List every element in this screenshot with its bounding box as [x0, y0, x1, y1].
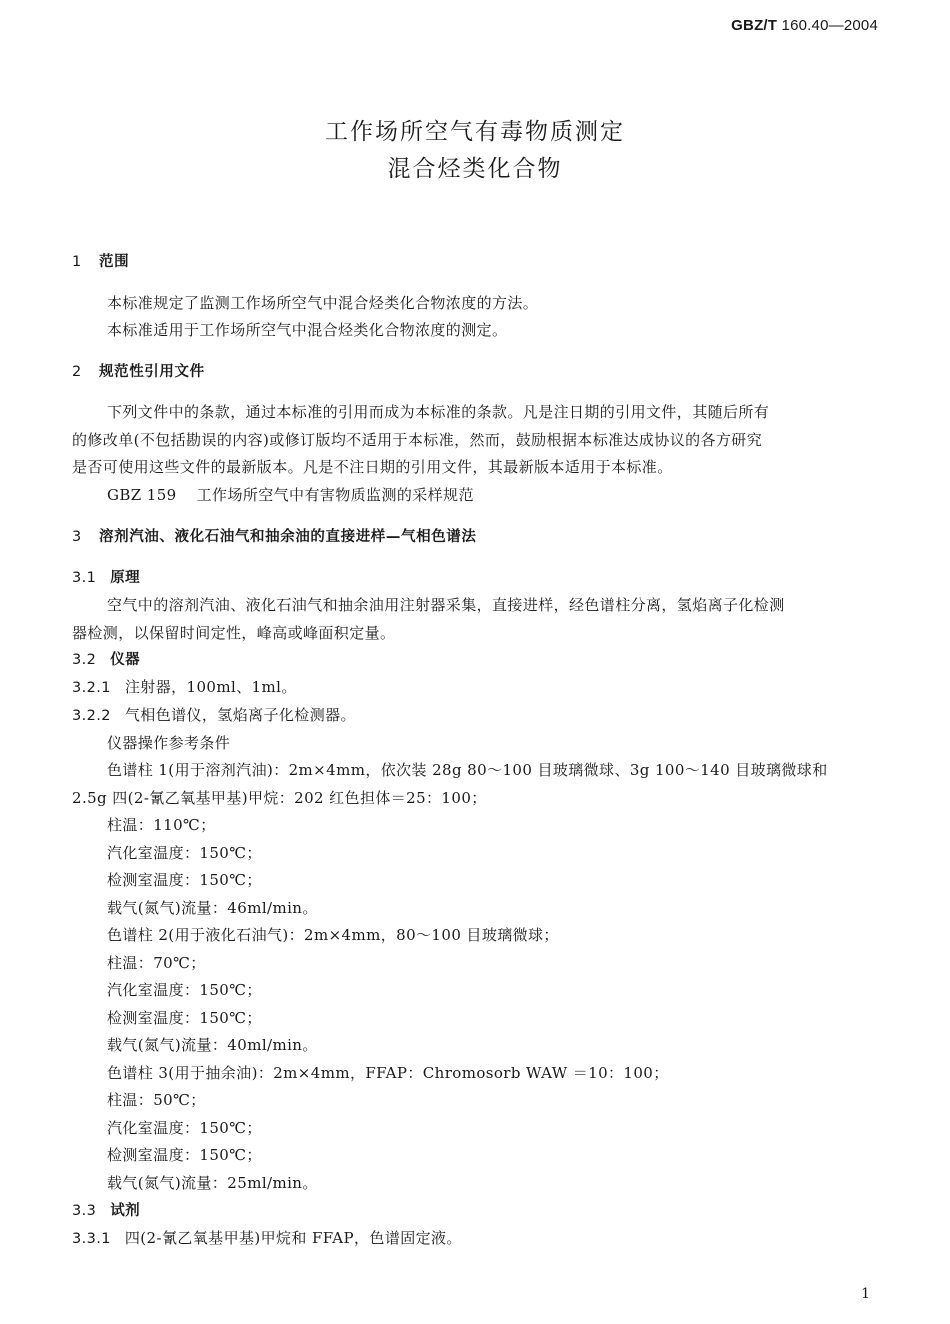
column-1-carrier-flow: 载气(氮气)流量：46ml/min。: [107, 899, 318, 917]
standard-code-prefix: GBZ/T: [731, 17, 778, 34]
section-1-paragraph-1: 本标准规定了监测工作场所空气中混合烃类化合物浓度的方法。: [107, 294, 539, 312]
subsection-3-1-heading: [72, 568, 880, 588]
clause-3-2-2-number: 3.2.2: [72, 708, 111, 724]
section-2-paragraph-line-1: 下列文件中的条款，通过本标准的引用而成为本标准的条款。凡是注日期的引用文件，其随后所有: [107, 403, 770, 421]
column-2-temperature: 柱温：70℃；: [107, 954, 206, 972]
clause-3-2-1-number: 3.2.1: [72, 680, 111, 696]
document-subtitle: 混合烃类化合物: [387, 156, 563, 182]
subsection-3-3-number: 3.3: [72, 1203, 97, 1219]
principle-line-2: 器检测，以保留时间定性，峰高或峰面积定量。: [72, 624, 396, 642]
reference-code: GBZ 159: [107, 486, 177, 504]
section-2-paragraph-line-3: 是否可使用这些文件的最新版本。凡是不注日期的引用文件，其最新版本适用于本标准。: [72, 458, 673, 476]
normative-reference: [107, 485, 880, 505]
section-2-title: 规范性引用文件: [99, 364, 205, 380]
column-2-description: 色谱柱 2(用于液化石油气)：2m×4mm，80～100 目玻璃微球；: [107, 926, 559, 944]
subsection-3-3-title: 试剂: [110, 1203, 141, 1219]
subsection-3-2-heading: [72, 650, 880, 670]
document-title: 工作场所空气有毒物质测定: [325, 119, 625, 145]
section-1-number: 1: [72, 254, 82, 270]
column-1-temperature: 柱温：110℃；: [107, 816, 216, 834]
subsection-3-3-heading: [72, 1201, 880, 1221]
clause-3-3-1-text: 四(2-氰乙氧基甲基)甲烷和 FFAP，色谱固定液。: [124, 1229, 462, 1247]
column-1-vaporizer-temperature: 汽化室温度：150℃；: [107, 844, 262, 862]
section-2-heading: [72, 362, 880, 382]
subsection-3-2-number: 3.2: [72, 652, 97, 668]
clause-3-3-1: [72, 1228, 880, 1249]
column-1-line-1: 色谱柱 1(用于溶剂汽油)：2m×4mm，依次装 28g 80～100 目玻璃微球、3g 100～140 目玻璃微球和: [107, 761, 828, 779]
column-2-detector-temperature: 检测室温度：150℃；: [107, 1009, 262, 1027]
clause-3-2-2: [72, 705, 880, 726]
subsection-3-1-title: 原理: [110, 570, 141, 586]
section-1-heading: [72, 252, 880, 272]
subsection-3-1-number: 3.1: [72, 570, 97, 586]
section-3-number: 3: [72, 529, 82, 545]
section-1-paragraph-2: 本标准适用于工作场所空气中混合烃类化合物浓度的测定。: [107, 321, 508, 339]
clause-3-2-1: [72, 677, 880, 698]
clause-3-3-1-number: 3.3.1: [72, 1231, 111, 1247]
reference-title: 工作场所空气中有害物质监测的采样规范: [196, 486, 474, 504]
subsection-3-2-title: 仪器: [110, 652, 141, 668]
column-2-vaporizer-temperature: 汽化室温度：150℃；: [107, 981, 262, 999]
section-3-title: 溶剂汽油、液化石油气和抽余油的直接进样—气相色谱法: [99, 529, 477, 545]
principle-line-1: 空气中的溶剂汽油、液化石油气和抽余油用注射器采集，直接进样，经色谱柱分离，氢焰离子化检测: [107, 596, 785, 614]
page-number: 1: [861, 1286, 870, 1302]
standard-code-header: [731, 17, 878, 34]
column-3-temperature: 柱温：50℃；: [107, 1091, 206, 1109]
reference-conditions-label: 仪器操作参考条件: [107, 734, 231, 752]
column-2-carrier-flow: 载气(氮气)流量：40ml/min。: [107, 1036, 318, 1054]
column-1-line-2: 2.5g 四(2-氰乙氧基甲基)甲烷：202 红色担体＝25：100；: [72, 789, 487, 807]
section-3-heading: [72, 527, 880, 547]
column-3-description: 色谱柱 3(用于抽余油)：2m×4mm，FFAP：Chromosorb WAW ＝10：100；: [107, 1064, 669, 1082]
clause-3-2-2-text: 气相色谱仪，氢焰离子化检测器。: [124, 706, 356, 724]
standard-code-number: 160.40—2004: [781, 17, 878, 34]
section-2-number: 2: [72, 364, 82, 380]
column-3-carrier-flow: 载气(氮气)流量：25ml/min。: [107, 1174, 318, 1192]
column-1-detector-temperature: 检测室温度：150℃；: [107, 871, 262, 889]
clause-3-2-1-text: 注射器，100ml、1ml。: [124, 678, 297, 696]
section-2-paragraph-line-2: 的修改单(不包括勘误的内容)或修订版均不适用于本标准，然而，鼓励根据本标准达成协议的各方研究: [72, 431, 763, 449]
column-3-detector-temperature: 检测室温度：150℃；: [107, 1146, 262, 1164]
section-1-title: 范围: [99, 254, 130, 270]
column-3-vaporizer-temperature: 汽化室温度：150℃；: [107, 1119, 262, 1137]
